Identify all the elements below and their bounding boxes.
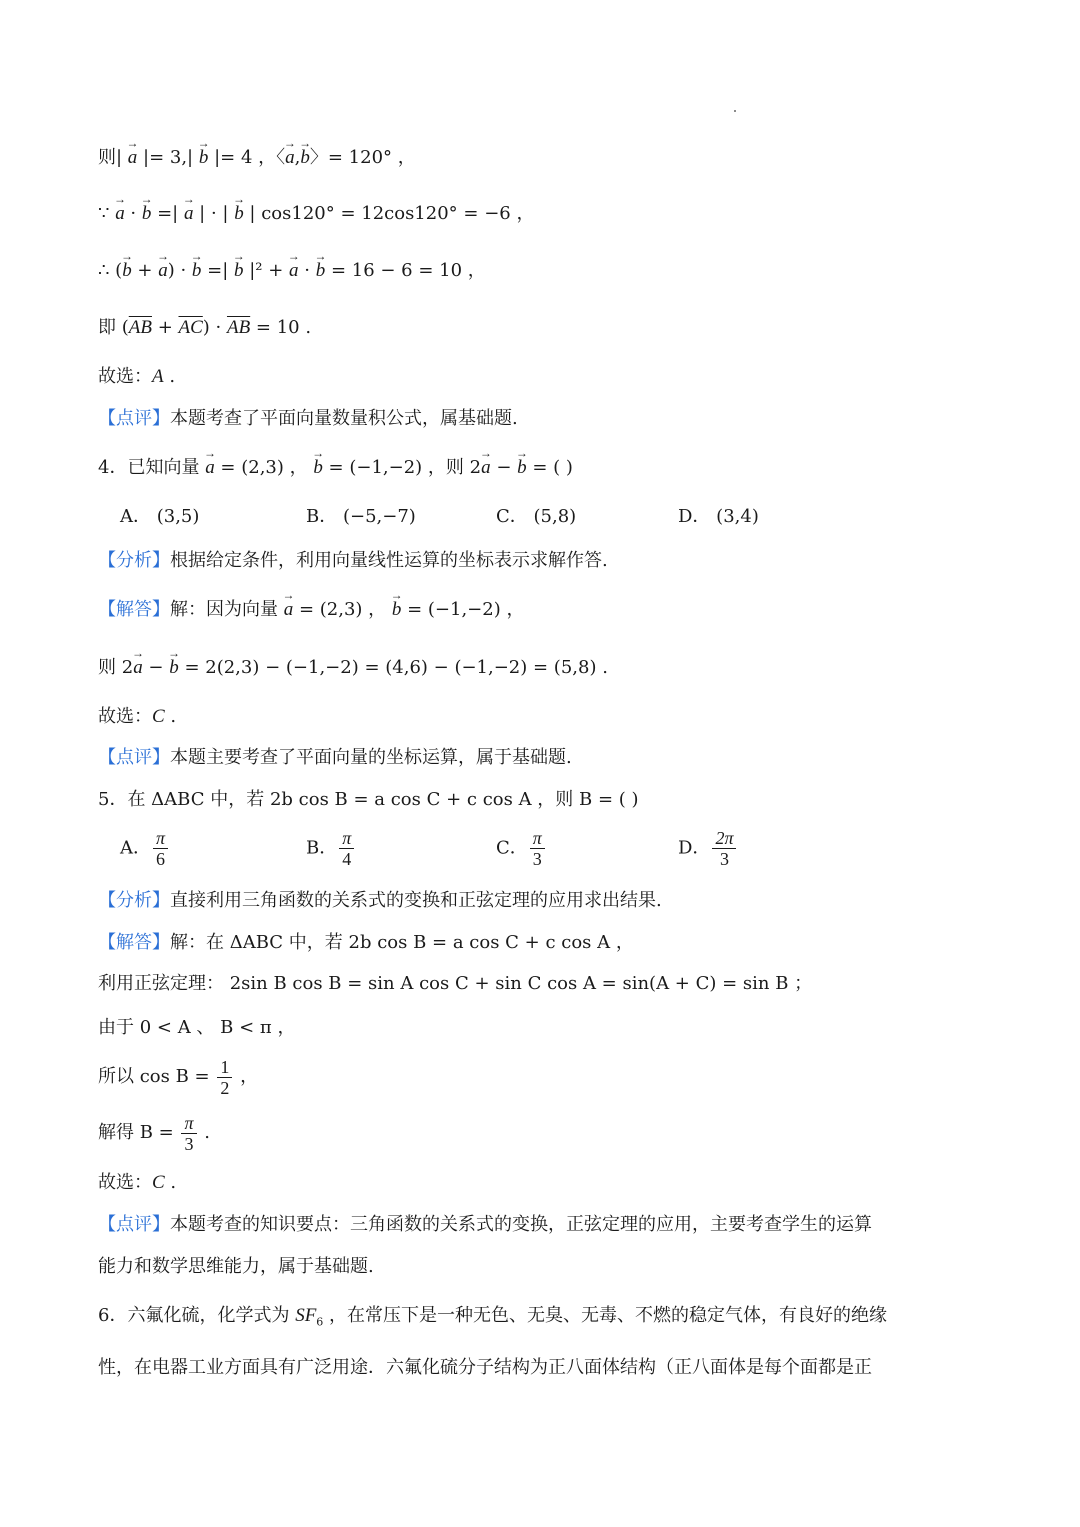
review-tag: 【点评】 (98, 408, 170, 429)
vector-b: → b (122, 258, 132, 284)
review-text: 本题考查了平面向量数量积公式，属基础题. (170, 408, 518, 429)
fraction (181, 1113, 196, 1154)
answer-letter: C (152, 1172, 165, 1193)
vector-b: → b (300, 145, 310, 171)
denominator: 2 (220, 1077, 230, 1098)
solution-text: 解：在 ΔABC 中，若 2b cos B = a cos C + c cos A ， (170, 932, 634, 953)
text: − (490, 457, 518, 478)
option-label: C． (496, 837, 528, 859)
vector-b: → b (313, 455, 323, 481)
q3-solution-line-2 (98, 201, 534, 227)
q4-answer (98, 704, 176, 730)
q5-option-b (306, 828, 356, 869)
option-value: (3,4) (716, 506, 759, 527)
q4-analysis (98, 548, 608, 574)
q4-review (98, 745, 572, 771)
q3-review (98, 406, 518, 432)
text: − (142, 657, 170, 678)
chemical-formula: SF (295, 1305, 317, 1326)
q6-stem-line-2 (98, 1355, 872, 1381)
q5-review-line-2 (98, 1254, 374, 1280)
denominator: 4 (342, 849, 352, 869)
option-value: (3,5) (156, 506, 200, 527)
vector-b: → b (234, 258, 244, 284)
q4-option-b (306, 504, 416, 530)
text: | cos120° = 12cos120° = −6 ， (243, 203, 535, 224)
q5-analysis (98, 888, 662, 914)
analysis-text: 根据给定条件，利用向量线性运算的坐标表示求解作答. (170, 550, 608, 571)
analysis-text: 直接利用三角函数的关系式的变换和正弦定理的应用求出结果. (170, 890, 662, 911)
vector-a: → a (115, 201, 125, 227)
option-label: A． (120, 506, 151, 527)
text: 4．已知向量 (98, 457, 206, 478)
q3-solution-line-4 (98, 315, 311, 341)
q5-solution-line-3 (98, 1015, 295, 1041)
q5-solution-line-4 (98, 1055, 258, 1099)
text: . (164, 706, 177, 727)
text: . (163, 366, 176, 387)
vector-a: → a (133, 655, 143, 681)
solution-text: 利用正弦定理： 2sin B cos B = sin A cos C + sin C cos A = sin(A + C) = sin B ； (98, 973, 813, 994)
option-fraction (339, 828, 354, 869)
text: + (151, 317, 179, 338)
q4-solution-line-2 (98, 655, 608, 681)
option-value: (5,8) (533, 506, 577, 527)
stray-dot (734, 110, 736, 112)
analysis-tag: 【分析】 (98, 550, 170, 571)
q5-answer (98, 1170, 176, 1196)
text: . (164, 1172, 177, 1193)
text: 解：因为向量 (170, 599, 284, 620)
text: · (298, 260, 316, 281)
q5-review-line-1 (98, 1212, 872, 1238)
q3-answer (98, 364, 175, 390)
option-label: B． (306, 506, 338, 527)
text: = (2,3) ， (293, 599, 392, 620)
q4-option-a (120, 504, 199, 530)
q4-stem (98, 455, 573, 481)
text: |² + (243, 260, 290, 281)
text: , (294, 147, 301, 168)
review-tag: 【点评】 (98, 747, 170, 768)
vector-b: → b (199, 145, 209, 171)
text: 所以 cos B = (98, 1066, 216, 1087)
q5-stem (98, 787, 639, 813)
text: |= 4 ，〈 (208, 147, 286, 168)
vector-ac: $\overline{AC}$ (178, 317, 203, 338)
q5-solution-line-2 (98, 971, 812, 997)
numerator: π (181, 1113, 196, 1134)
answer-letter: C (152, 706, 165, 727)
vector-a: → a (128, 145, 138, 171)
solution-tag: 【解答】 (98, 599, 170, 620)
text: 即 ( (98, 317, 129, 338)
q3-solution-line-1 (98, 145, 416, 171)
review-text: 能力和数学思维能力，属于基础题. (98, 1256, 374, 1277)
vector-ab: $\overline{AB}$ (226, 317, 251, 338)
question-stem: 5．在 ΔABC 中，若 2b cos B = a cos C + c cos A ，则 B = ( ) (98, 789, 639, 810)
text: | · | (193, 203, 235, 224)
text: + (131, 260, 159, 281)
vector-a: → a (285, 145, 295, 171)
text: ∴ ( (98, 260, 123, 281)
option-label: D． (678, 837, 711, 859)
option-label: D． (678, 506, 711, 527)
numerator: 1 (217, 1057, 232, 1078)
q4-option-c (496, 504, 576, 530)
fraction (217, 1057, 232, 1098)
text: 解得 B = (98, 1122, 180, 1143)
option-label: A． (120, 837, 151, 859)
option-fraction (530, 828, 545, 869)
text: . (198, 1122, 210, 1143)
text: |= 3,| (137, 147, 199, 168)
text: 则 2 (98, 657, 134, 678)
denominator: 3 (184, 1133, 194, 1154)
text: 性，在电器工业方面具有广泛用途．六氟化硫分子结构为正八面体结构（正八面体是每个面都是正 (98, 1357, 872, 1378)
text: 故选： (98, 1172, 152, 1193)
review-tag: 【点评】 (98, 1214, 170, 1235)
vector-a: → a (289, 258, 299, 284)
vector-b: → b (142, 201, 152, 227)
answer-letter: A (152, 366, 164, 387)
vector-b: → b (392, 597, 402, 623)
q6-stem-line-1 (98, 1303, 887, 1336)
denominator: 3 (532, 849, 542, 869)
text: | (116, 147, 128, 168)
q5-solution-line-5 (98, 1111, 210, 1155)
denominator: 3 (719, 849, 729, 869)
q3-solution-line-3 (98, 258, 486, 284)
option-label: C． (496, 506, 528, 527)
text: =| (151, 203, 184, 224)
text: ∵ (98, 203, 116, 224)
text: = 16 − 6 = 10 ， (325, 260, 486, 281)
text: ) · (202, 317, 227, 338)
vector-ab: $\overline{AB}$ (128, 317, 152, 338)
review-text: 本题主要考查了平面向量的坐标运算，属于基础题. (170, 747, 572, 768)
q4-option-d (678, 504, 759, 530)
option-value: (−5,−7) (342, 506, 416, 527)
numerator: π (339, 828, 354, 849)
text: ) · (167, 260, 192, 281)
text: · (124, 203, 142, 224)
vector-b: → b (169, 655, 179, 681)
vector-a: → a (205, 455, 215, 481)
solution-tag: 【解答】 (98, 932, 170, 953)
vector-b: → b (234, 201, 244, 227)
q5-option-d (678, 828, 738, 869)
vector-b: → b (192, 258, 202, 284)
text: = (−1,−2) ，则 2 (322, 457, 482, 478)
text: 故选： (98, 706, 152, 727)
option-fraction (712, 828, 736, 869)
text: 则 (98, 147, 116, 168)
text: ，在常压下是一种无色、无臭、无毒、不燃的稳定气体，有良好的绝缘 (323, 1305, 888, 1326)
analysis-tag: 【分析】 (98, 890, 170, 911)
vector-b: → b (316, 258, 326, 284)
text: 故选： (98, 366, 152, 387)
numerator: π (153, 828, 168, 849)
vector-a: → a (481, 455, 491, 481)
vector-a: → a (158, 258, 168, 284)
q5-option-c (496, 828, 547, 869)
vector-a: → a (184, 201, 194, 227)
review-text: 本题考查的知识要点：三角函数的关系式的变换，正弦定理的应用，主要考查学生的运算 (170, 1214, 872, 1235)
text: =| (201, 260, 235, 281)
numerator: 2π (712, 828, 736, 849)
option-fraction (153, 828, 168, 869)
text: = 10 . (250, 317, 312, 338)
text: = ( ) (526, 457, 573, 478)
text: = (2,3) ， (214, 457, 314, 478)
numerator: π (530, 828, 545, 849)
vector-b: → b (517, 455, 527, 481)
q4-solution-line-1 (98, 597, 524, 623)
formula-subscript: 6 (316, 1315, 324, 1329)
text: = (−1,−2) ， (401, 599, 525, 620)
text: = 2(2,3) − (−1,−2) = (4,6) − (−1,−2) = (5,8) . (178, 657, 608, 678)
solution-text: 由于 0 < A 、 B < π ， (98, 1017, 296, 1038)
denominator: 6 (156, 849, 166, 869)
q5-option-a (120, 828, 170, 869)
text: 6．六氟化硫，化学式为 (98, 1305, 296, 1326)
text: 〉= 120° ， (309, 147, 416, 168)
option-label: B． (306, 837, 338, 859)
text: ， (234, 1066, 259, 1087)
q5-solution-line-1 (98, 930, 634, 956)
vector-a: → a (284, 597, 294, 623)
